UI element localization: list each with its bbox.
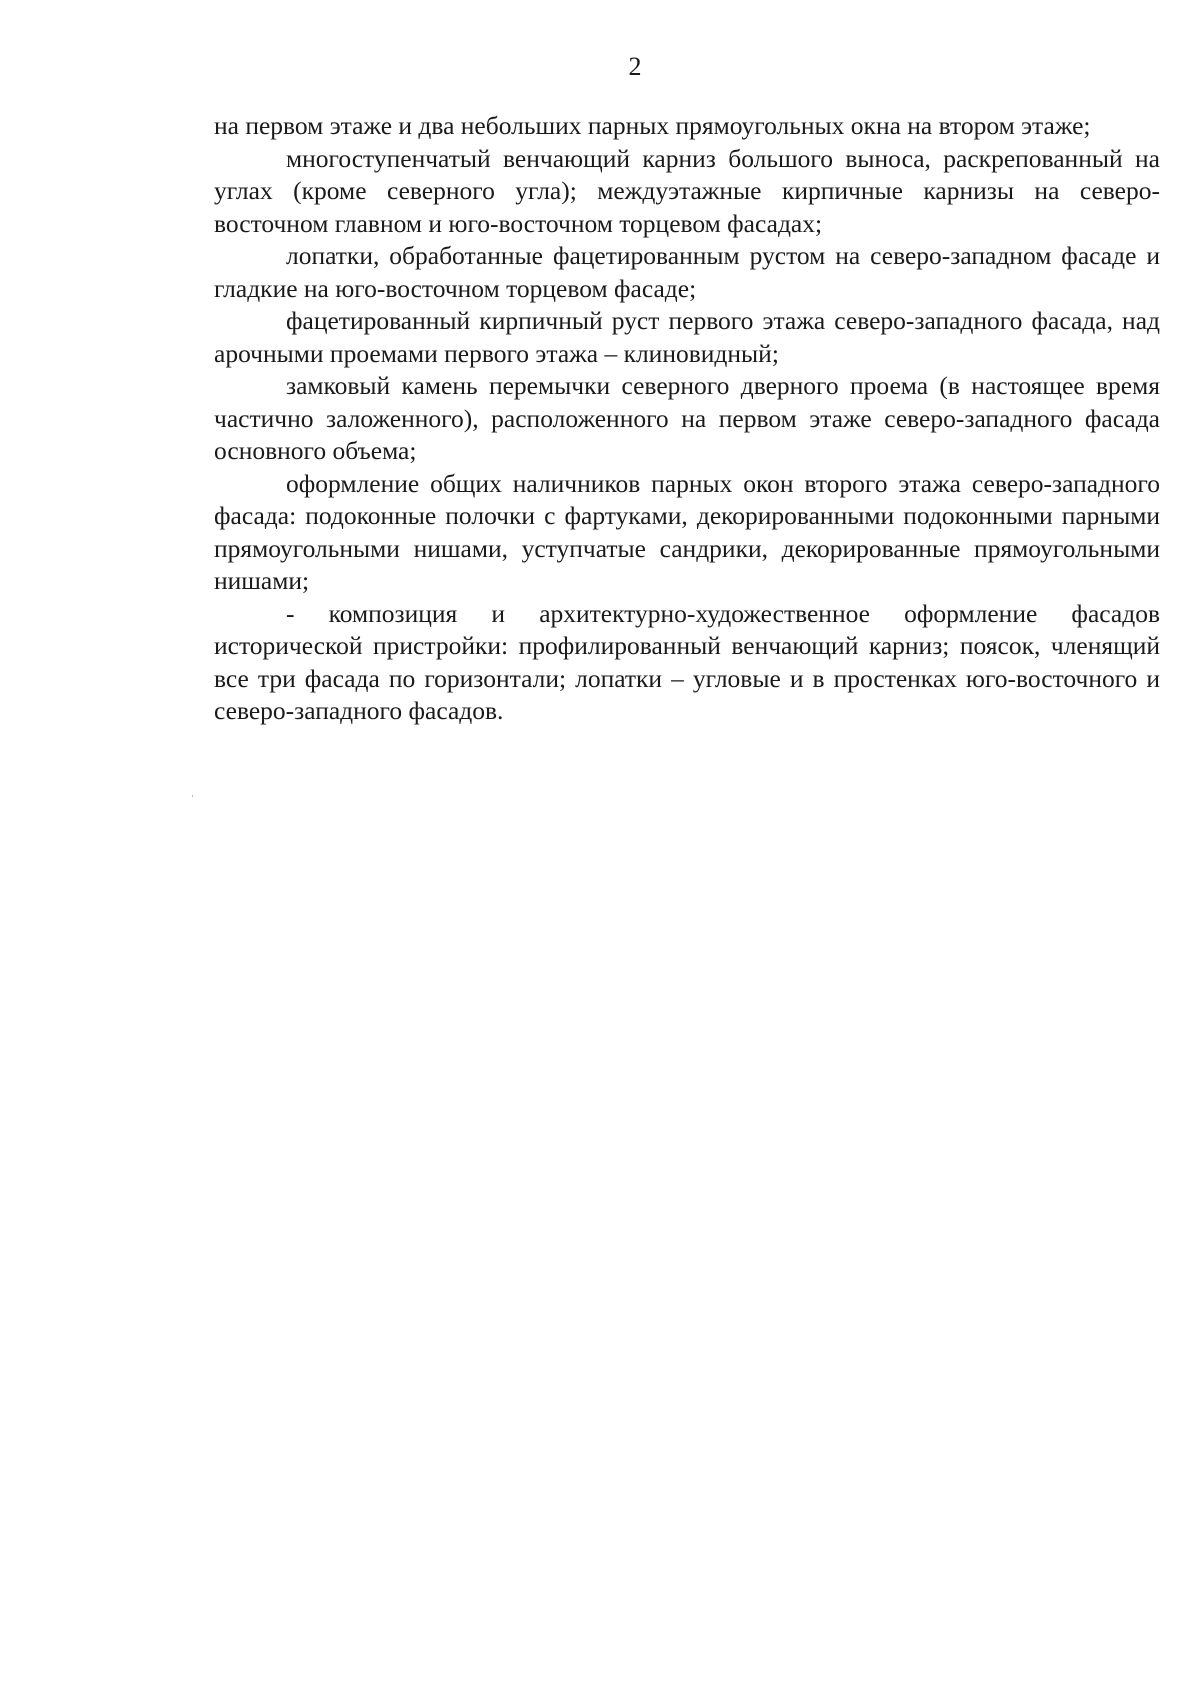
paragraph-pilasters: лопатки, обработанные фацетированным рустом на северо-западном фасаде и гладкие на юго-восточном торцевом фасаде;: [214, 241, 1160, 303]
document-body: [214, 110, 1160, 728]
paragraph-annex-facades: - композиция и архитектурно-художественное оформление фасадов исторической пристройки: профилированный венчающий карниз; поясок, членящий все три фасада по горизонтали; лопатки – угловые и в простенках юго-восточного и северо-западного фасадов.: [214, 598, 1160, 725]
paragraph-rustication: фацетированный кирпичный руст первого этажа северо-западного фасада, над арочными проемами первого этажа – клиновидный;: [214, 306, 1160, 368]
page-number: 2: [628, 52, 642, 81]
paragraph-window-frames: оформление общих наличников парных окон второго этажа северо-западного фасада: подоконные полочки с фартуками, декорированными подоконными парными прямоугольными нишами, уступчатые сандрики, декорированные прямоугольными нишами;: [214, 468, 1160, 595]
scan-speck: [192, 795, 193, 797]
paragraph-cornice: многоступенчатый венчающий карниз большого выноса, раскрепованный на углах (кроме северного угла); междуэтажные кирпичные карнизы на северо-восточном главном и юго-восточном торцевом фасадах;: [214, 143, 1160, 238]
paragraph-keystone: замковый камень перемычки северного дверного проема (в настоящее время частично заложенного), расположенного на первом этаже северо-западного фасада основного объема;: [214, 371, 1160, 465]
paragraph-continuation: на первом этаже и два небольших парных прямоугольных окна на втором этаже;: [214, 111, 1091, 140]
